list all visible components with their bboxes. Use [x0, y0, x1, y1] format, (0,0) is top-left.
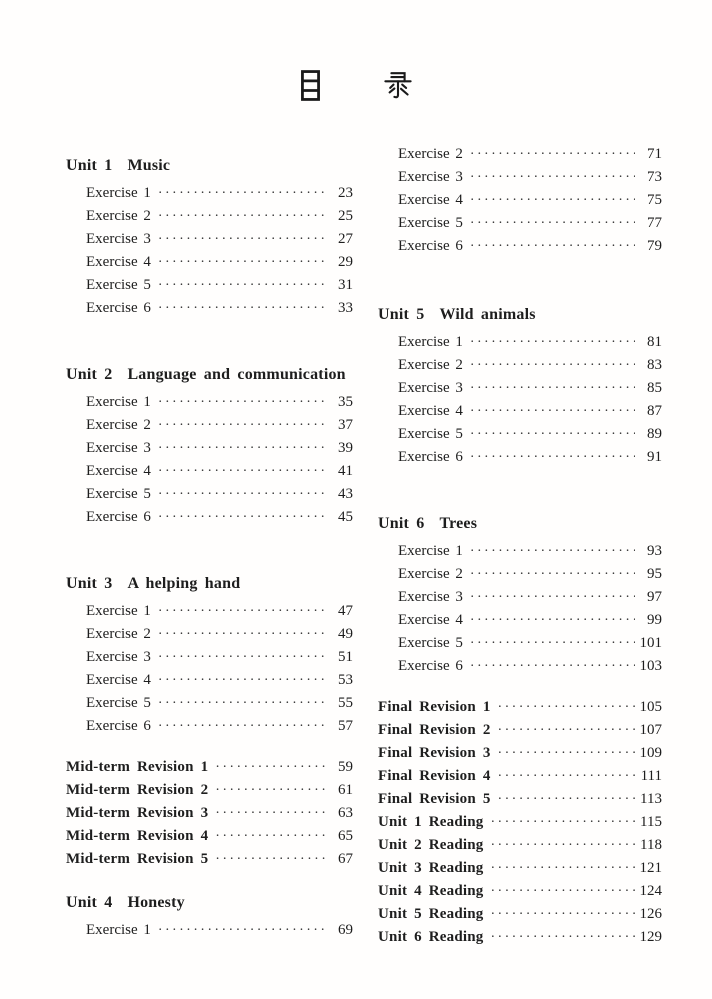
unit-number: Unit 5 [378, 306, 425, 323]
toc-entry-label: Exercise 3 [398, 589, 463, 605]
unit-heading [66, 153, 353, 179]
toc-entry [378, 212, 662, 235]
toc-entry-label: Exercise 5 [86, 695, 151, 711]
toc-entry [66, 802, 353, 825]
toc-entry-page: 51 [338, 649, 353, 665]
unit-title: Honesty [127, 894, 185, 911]
toc-entry [66, 600, 353, 623]
toc-entry-page: 55 [338, 695, 353, 711]
toc-entry [378, 143, 662, 166]
dot-leader [158, 297, 326, 320]
dot-leader [158, 251, 326, 274]
toc-column-left [66, 139, 353, 949]
toc-entry [378, 632, 662, 655]
toc-entry-page: 25 [338, 208, 353, 224]
toc-columns [66, 139, 662, 949]
toc-entry-label: Exercise 4 [86, 254, 151, 270]
toc-entry [66, 228, 353, 251]
dot-leader [158, 228, 326, 251]
toc-entry-label: Exercise 5 [86, 486, 151, 502]
toc-entry [378, 719, 662, 742]
toc-entry [378, 880, 662, 903]
toc-entry [66, 848, 353, 871]
toc-entry-page: 126 [639, 906, 662, 922]
toc-entry-label: Exercise 4 [398, 612, 463, 628]
unit-title: A helping hand [127, 575, 241, 592]
dot-leader [470, 632, 635, 655]
dot-leader [470, 563, 635, 586]
dot-leader [158, 692, 326, 715]
dot-leader [470, 655, 635, 678]
dot-leader [498, 719, 635, 742]
toc-entry-page: 121 [639, 860, 662, 876]
dot-leader [470, 400, 635, 423]
toc-entry-label: Final Revision 4 [378, 768, 491, 784]
toc-entry-label: Mid-term Revision 2 [66, 782, 209, 798]
dot-leader [158, 391, 326, 414]
toc-entry-page: 87 [647, 403, 662, 419]
toc-entry-label: Exercise 6 [398, 238, 463, 254]
toc-entry-label: Unit 6 Reading [378, 929, 484, 945]
toc-entry-page: 35 [338, 394, 353, 410]
toc-entry-page: 124 [639, 883, 662, 899]
dot-leader [158, 715, 326, 738]
toc-entry-page: 75 [647, 192, 662, 208]
toc-entry [378, 563, 662, 586]
toc-entry [378, 765, 662, 788]
unit-title: Language and communication [127, 366, 346, 383]
toc-entry-label: Mid-term Revision 3 [66, 805, 209, 821]
toc-entry-page: 57 [338, 718, 353, 734]
toc-entry-label: Exercise 5 [398, 215, 463, 231]
toc-entry-page: 91 [647, 449, 662, 465]
toc-section-revisions [378, 696, 662, 949]
toc-entry [66, 391, 353, 414]
toc-entry-page: 93 [647, 543, 662, 559]
title-char-mu-icon [300, 70, 321, 106]
toc-entry [378, 742, 662, 765]
dot-leader [215, 825, 326, 848]
toc-entry-page: 69 [338, 922, 353, 938]
toc-entry-label: Exercise 3 [86, 649, 151, 665]
toc-entry [66, 483, 353, 506]
toc-entry-page: 89 [647, 426, 662, 442]
toc-entry-page: 39 [338, 440, 353, 456]
toc-entry-label: Exercise 6 [86, 509, 151, 525]
title-char-lu-icon [383, 70, 413, 106]
dot-leader [158, 623, 326, 646]
dot-leader [215, 779, 326, 802]
toc-entry-page: 49 [338, 626, 353, 642]
toc-section-exercises [378, 143, 662, 258]
toc-section-unit [66, 571, 353, 738]
dot-leader [158, 460, 326, 483]
toc-entry-label: Exercise 4 [398, 192, 463, 208]
toc-entry [66, 623, 353, 646]
toc-entry-page: 23 [338, 185, 353, 201]
toc-entry-page: 71 [647, 146, 662, 162]
dot-leader [470, 143, 635, 166]
unit-title: Wild animals [439, 306, 536, 323]
toc-entry-label: Mid-term Revision 5 [66, 851, 209, 867]
toc-entry-page: 41 [338, 463, 353, 479]
dot-leader [470, 331, 635, 354]
toc-entry-label: Unit 3 Reading [378, 860, 484, 876]
toc-entry-page: 79 [647, 238, 662, 254]
toc-entry [378, 166, 662, 189]
toc-entry-page: 53 [338, 672, 353, 688]
toc-entry-page: 67 [338, 851, 353, 867]
toc-entry-page: 33 [338, 300, 353, 316]
toc-entry-label: Exercise 5 [86, 277, 151, 293]
toc-entry [66, 205, 353, 228]
unit-number: Unit 1 [66, 157, 113, 174]
dot-leader [158, 506, 326, 529]
dot-leader [470, 609, 635, 632]
toc-entry-label: Exercise 2 [86, 417, 151, 433]
dot-leader [158, 182, 326, 205]
toc-entry-label: Exercise 3 [398, 380, 463, 396]
toc-entry-page: 129 [639, 929, 662, 945]
toc-entry-page: 61 [338, 782, 353, 798]
toc-entry-label: Exercise 3 [86, 231, 151, 247]
toc-entry [66, 182, 353, 205]
toc-entry [378, 354, 662, 377]
toc-entry-page: 95 [647, 566, 662, 582]
toc-entry-page: 59 [338, 759, 353, 775]
toc-entry [378, 788, 662, 811]
toc-entry-page: 101 [639, 635, 662, 651]
toc-entry [378, 540, 662, 563]
toc-entry-label: Exercise 5 [398, 426, 463, 442]
dot-leader [498, 765, 635, 788]
dot-leader [215, 756, 326, 779]
toc-entry [66, 437, 353, 460]
toc-entry-label: Exercise 5 [398, 635, 463, 651]
toc-entry-label: Final Revision 5 [378, 791, 491, 807]
toc-entry-label: Exercise 2 [398, 357, 463, 373]
toc-entry-label: Exercise 6 [86, 718, 151, 734]
unit-heading [66, 362, 353, 388]
toc-entry [378, 423, 662, 446]
toc-entry-label: Exercise 6 [398, 658, 463, 674]
toc-entry [66, 274, 353, 297]
toc-entry-label: Exercise 3 [86, 440, 151, 456]
dot-leader [490, 926, 635, 949]
toc-entry-page: 63 [338, 805, 353, 821]
dot-leader [470, 212, 635, 235]
toc-entry [378, 926, 662, 949]
toc-entry [66, 919, 353, 942]
toc-entry [378, 696, 662, 719]
dot-leader [158, 274, 326, 297]
toc-entry-label: Unit 1 Reading [378, 814, 484, 830]
toc-entry-page: 29 [338, 254, 353, 270]
toc-section-unit [66, 362, 353, 529]
dot-leader [215, 848, 326, 871]
toc-entry-page: 83 [647, 357, 662, 373]
toc-entry-label: Exercise 1 [86, 603, 151, 619]
dot-leader [470, 423, 635, 446]
toc-entry [378, 446, 662, 469]
toc-entry [378, 655, 662, 678]
unit-heading [378, 511, 662, 537]
dot-leader [470, 189, 635, 212]
toc-entry-label: Unit 5 Reading [378, 906, 484, 922]
toc-entry [66, 646, 353, 669]
unit-heading [378, 302, 662, 328]
toc-section-unit [66, 153, 353, 320]
toc-section-unit [378, 511, 662, 678]
toc-entry-label: Final Revision 1 [378, 699, 491, 715]
toc-entry-page: 45 [338, 509, 353, 525]
toc-section-revisions [66, 756, 353, 871]
dot-leader [158, 646, 326, 669]
toc-section-unit [378, 302, 662, 469]
toc-entry-page: 111 [640, 768, 662, 784]
dot-leader [498, 696, 635, 719]
unit-number: Unit 4 [66, 894, 113, 911]
toc-entry-label: Exercise 2 [86, 626, 151, 642]
toc-entry-label: Exercise 1 [398, 543, 463, 559]
toc-entry [66, 460, 353, 483]
dot-leader [215, 802, 326, 825]
dot-leader [158, 414, 326, 437]
toc-entry-label: Exercise 3 [398, 169, 463, 185]
toc-entry [66, 414, 353, 437]
dot-leader [490, 834, 635, 857]
toc-entry [378, 586, 662, 609]
toc-entry-page: 105 [639, 699, 662, 715]
toc-entry-label: Final Revision 3 [378, 745, 491, 761]
toc-entry-page: 47 [338, 603, 353, 619]
toc-entry-page: 103 [639, 658, 662, 674]
unit-number: Unit 2 [66, 366, 113, 383]
dot-leader [490, 811, 635, 834]
toc-entry-label: Exercise 2 [86, 208, 151, 224]
unit-number: Unit 3 [66, 575, 113, 592]
toc-entry-label: Unit 4 Reading [378, 883, 484, 899]
dot-leader [158, 600, 326, 623]
dot-leader [490, 903, 635, 926]
dot-leader [158, 437, 326, 460]
toc-entry [378, 903, 662, 926]
dot-leader [470, 235, 635, 258]
toc-entry-label: Exercise 1 [398, 334, 463, 350]
toc-entry [66, 779, 353, 802]
toc-entry-page: 43 [338, 486, 353, 502]
toc-entry-label: Exercise 1 [86, 922, 151, 938]
dot-leader [490, 880, 635, 903]
toc-entry [378, 400, 662, 423]
toc-entry [378, 331, 662, 354]
dot-leader [490, 857, 635, 880]
toc-entry [378, 811, 662, 834]
toc-entry-page: 31 [338, 277, 353, 293]
dot-leader [498, 742, 635, 765]
toc-entry-page: 65 [338, 828, 353, 844]
toc-section-unit [66, 890, 353, 942]
toc-entry-page: 81 [647, 334, 662, 350]
toc-column-right [378, 139, 662, 949]
toc-entry-page: 77 [647, 215, 662, 231]
unit-heading [66, 890, 353, 916]
toc-entry-label: Mid-term Revision 4 [66, 828, 209, 844]
toc-entry-page: 99 [647, 612, 662, 628]
page-title-wrap [0, 70, 712, 106]
toc-entry-label: Exercise 2 [398, 566, 463, 582]
toc-entry-label: Exercise 6 [398, 449, 463, 465]
toc-entry-page: 113 [640, 791, 662, 807]
dot-leader [470, 377, 635, 400]
toc-entry-label: Exercise 4 [86, 672, 151, 688]
toc-entry-page: 97 [647, 589, 662, 605]
toc-entry-page: 73 [647, 169, 662, 185]
toc-entry-label: Exercise 2 [398, 146, 463, 162]
toc-entry [378, 834, 662, 857]
toc-entry-page: 27 [338, 231, 353, 247]
toc-entry-page: 85 [647, 380, 662, 396]
toc-entry [378, 609, 662, 632]
dot-leader [470, 166, 635, 189]
toc-entry [378, 189, 662, 212]
toc-entry [378, 377, 662, 400]
toc-entry-label: Exercise 6 [86, 300, 151, 316]
toc-entry [66, 692, 353, 715]
toc-entry-label: Exercise 1 [86, 394, 151, 410]
toc-entry-page: 37 [338, 417, 353, 433]
toc-entry-label: Exercise 1 [86, 185, 151, 201]
toc-entry-page: 118 [640, 837, 662, 853]
toc-entry-label: Mid-term Revision 1 [66, 759, 209, 775]
toc-entry-label: Exercise 4 [86, 463, 151, 479]
toc-entry-page: 109 [639, 745, 662, 761]
dot-leader [158, 919, 326, 942]
dot-leader [470, 354, 635, 377]
toc-entry [66, 715, 353, 738]
toc-entry [66, 669, 353, 692]
unit-title: Trees [439, 515, 478, 532]
unit-title: Music [127, 157, 171, 174]
toc-entry-label: Unit 2 Reading [378, 837, 484, 853]
toc-entry-label: Final Revision 2 [378, 722, 491, 738]
toc-entry [378, 235, 662, 258]
toc-entry [66, 756, 353, 779]
dot-leader [158, 483, 326, 506]
dot-leader [470, 446, 635, 469]
toc-entry [378, 857, 662, 880]
dot-leader [498, 788, 635, 811]
toc-entry-label: Exercise 4 [398, 403, 463, 419]
dot-leader [470, 586, 635, 609]
toc-entry-page: 107 [639, 722, 662, 738]
dot-leader [470, 540, 635, 563]
toc-entry [66, 825, 353, 848]
unit-heading [66, 571, 353, 597]
dot-leader [158, 205, 326, 228]
dot-leader [158, 669, 326, 692]
unit-number: Unit 6 [378, 515, 425, 532]
toc-entry [66, 251, 353, 274]
toc-entry [66, 297, 353, 320]
toc-entry-page: 115 [640, 814, 662, 830]
toc-entry [66, 506, 353, 529]
